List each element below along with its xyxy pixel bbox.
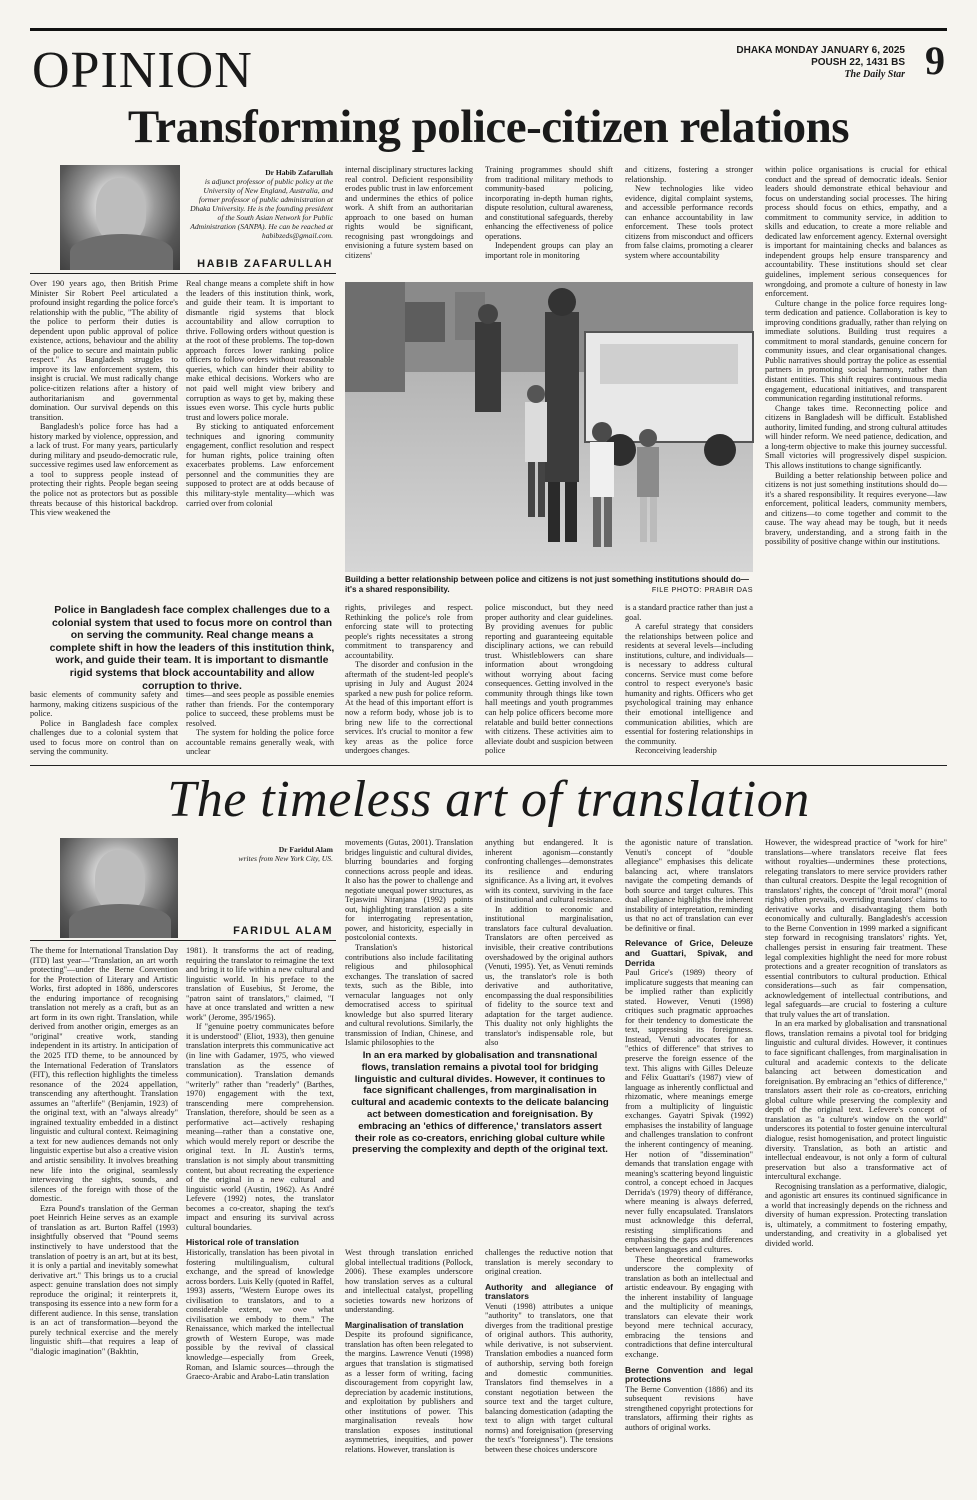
author1-bio: [185, 168, 333, 240]
article1-col3: internal disciplinary structures lacking real control. Deficient responsibility erodes public trust in law enforcement and undermines the ethics of police work. A shift from an authoritarian approach to one based on human rights would be significant, recognising past wrongdoings and envisioning a future system based on citizens': [345, 165, 473, 260]
photo-caption: Building a better relationship between police and citizens is not just something institutions should do—it's a shared responsibility.: [345, 575, 749, 594]
article2-col3: movements (Gutas, 2001). Translation bridges linguistic and cultural divides, blurring boundaries and forging connections across people and ideas. It also has the power to challenge and negotiate unequal power structures, as Tejaswini Niranjana (1992) points out, highlighting translation as a site for interrogating representation, power, and historicity, especially in postcolonial contexts. Translation's historical contributions also include facilitating religious and philosophical exchanges. The translation of sacred texts, such as the Bible, into vernacular languages not only democratised access to spiritual knowledge but also spurred literary and cultural revolutions. Similarly, the transmission of Indian, Chinese, and Islamic philosophies to the: [345, 838, 473, 1048]
article2-byline: FARIDUL ALAM: [233, 925, 333, 937]
article1-col5: and citizens, fostering a stronger relationship. New technologies like video evidence, digital complaint systems, and accessible performance records can enhance accountability in law enforcement. These tools protect citizens from misconduct and officers from false claims, promoting a clearer system where accountability: [625, 165, 753, 260]
subhead-berne-convention: Berne Convention and legal protections: [625, 1364, 753, 1385]
author2-bio-text: writes from New York City, US.: [238, 854, 333, 863]
news-photo-illustration: [345, 282, 753, 572]
author1-bio-text: is adjunct professor of public policy at the University of New England, Australia, and former professor of public administration at Dhaka University. He is the founding president of the South Asian Network for Public Administration (SANPA). He can be reached at habibzeds@gmail.com.: [190, 177, 333, 240]
article1-col4: Training programmes should shift from traditional military methods to community-based policing, incorporating in-depth human rights, dispute resolution, cultural awareness, and constitutional safeguards, thereby enhancing the effectiveness of police operations. Independent groups can play an important role in monitoring: [485, 165, 613, 260]
bangla-date: POUSH 22, 1431 BS: [811, 57, 905, 68]
article2-col5: the agonistic nature of translation. Venuti's concept of "double allegiance" emphasises this delicate balancing act, where translators navigate the competing demands of both source and target cultures. This dual allegiance highlights the inherent instability of interpretation, reminding us that no act of translation can ever be definitive or final. Relevance of Grice, Deleuze and Guattari, Spivak, and Derrida Paul Grice's (1989) theory of implicature suggests that meaning can be implied rather than explicitly stated. However, Venuti (1998) critiques such pragmatic approaches for their tendency to domesticate the text, suppressing its foreignness. Instead, Venuti advocates for an "ethics of difference" that strives to preserve the foreign essence of the text. This aligns with Gilles Deleuze and Félix Guattari's (1987) view of language as inherently conflictual and rhizomatic, where meanings emerge from a multiplicity of linguistic exchanges. Gayatri Spivak (1992) emphasises the instability of language and challenges translation to confront the inherent contingency of meaning. Her notion of "dissemination" demands that translation engage with meaning's scattering beyond linguistic control, a concept echoed in Jacques Derrida's (1979) theory of différance, where meaning is always deferred, never fully encapsulated. Translators must acknowledge this deferral, resisting simplifications and emphasising the gaps and differences between languages and cultures. These theoretical frameworks underscore the complexity of translation as both an intellectual and artistic endeavour. By engaging with the inherent instability of language and the multiplicity of meanings, translators can elevate their work beyond mere technical accuracy, embracing the tensions and contradictions that define intercultural exchange. Berne Convention and legal protections The Berne Convention (1886) and its subsequent revisions have strengthened copyright protections for translators, affirming their rights as authors of original works.: [625, 838, 753, 1432]
article1-pullquote: Police in Bangladesh face complex challenges due to a colonial system that used to focus more on control than on serving the community. Real change means a complete shift in how the leaders of this institution think, work, and guide their team. It is important to dismantle rigid systems that block accountability and allow corruption to thrive.: [49, 604, 335, 692]
article2-col4: anything but endangered. It is inherent agonism—constantly confronting challenges—demonstrates its resilience and enduring significance. As a living art, it evolves with its context, surviving in the face of institutional and cultural resistance. In addition to economic and institutional marginalisation, translators face cultural devaluation. Translators are often perceived as invisible, their creative contributions overshadowed by the original authors (Venuti, 1995). Yet, as Venuti reminds us, the translator's role is both derivative and authoritative, encompassing the dual responsibilities of fidelity to the source text and adaptation for the target audience. This duality not only highlights the translator's indispensable role, but also: [485, 838, 613, 1048]
byline-rule: [30, 273, 336, 274]
article1-byline: HABIB ZAFARULLAH: [197, 258, 333, 270]
article2-lower-col4: challenges the reductive notion that translation is merely secondary to original creation. Authority and allegiance of translators Venuti (1998) attributes a unique "authority" to translators, one that diverges from the traditional prestige of original authors. This authority, while derivative, is not subservient. Translation embodies a nuanced form of authorship, serving both foreign and domestic communities. Translators find themselves in a constant negotiation between the source text and the target culture, balancing domestication (adapting the text to align with target cultural norms) and foreignisation (preserving the text's "foreignness"). The tensions between these choices underscore: [485, 1248, 613, 1454]
masthead: [30, 28, 947, 99]
article2-col2: 1981). It transforms the act of reading, requiring the translator to reimagine the text and bring it to life within a new cultural and linguistic world. In his preface to the translation of Eusebius, St Jerome, the "patron saint of translators," claimed, "I have at once translated and written a new work" (Jerome, 395/1965). If "genuine poetry communicates before it is understood" (Eliot, 1933), then genuine translation interprets this communicative act (in line with Gadamer, 1975, who viewed translation as the essence of communication). Translation demands "writerly" rather than "readerly" (Barthes, 1970) engagement with the text, transcending mere comprehension. Translation, therefore, should be seen as a performative act—actively reshaping meaning—rather than a constative one, which would merely report or describe the original text. In JL Austin's terms, translation is not simply about transmitting content, but about recreating the experience of the original in a new cultural and linguistic world (Austin, 1962). As André Lefevere (1992) notes, the translator becomes a co-creator, shaping the text's impact and ensuring its survival across cultural boundaries. Historical role of translation Historically, translation has been pivotal in fostering multilingualism, cultural exchange, and the spread of knowledge across borders. Luis Kelly (quoted in Raffel, 1993) asserts, "Western Europe owes its civilisation to translators, and to a considerable extent, we owe what civilisation we embody to them." The Renaissance, which marked the intellectual growth of Western Europe, was made possible by the revival of classical knowledge—especially from Greek, Roman, and Islamic sources—through the Graeco-Arabic and Arabo-Latin translation: [186, 946, 334, 1382]
article2-pullquote: In an era marked by globalisation and transnational flows, translation remains a pivotal tool for bridging linguistic and cultural divides. However, it continues to face significant challenges, from marginalisation in cultural and academic contexts to the delicate balancing act between domestication and foreignisation. By embracing an 'ethics of difference,' translators assert their role as co-creators, enriching global culture while preserving the complexity and depth of the original text.: [351, 1050, 609, 1156]
article1-col1: Over 190 years ago, then British Prime Minister Sir Robert Peel articulated a profound insight regarding the police force's relationship with the public, "The ability of the police to perform their duties is dependent upon public approval of police existence, actions, behaviour and the ability of the police to secure and maintain public respect." As Bangladesh struggles to improve its law enforcement system, this insight is crucial. We must radically change police-citizen relations after a history of authoritarianism and governmental domination. Our survival depends on this transition. Bangladesh's police force has had a history marked by violence, oppression, and a lack of trust. For many years, particularly during military and pseudo-democratic rule, successive regimes used law enforcement as a tool to suppress people instead of protecting their rights. People began seeing the police not as protectors but as possible threats because of this historical backdrop. This view weakened the: [30, 279, 178, 518]
article2-col1: The theme for International Translation Day (ITD) last year—"Translation, an art worth protecting"—under the Berne Convention for the Protection of Literary and Artistic Works, first adopted in 1886, underscores the enduring importance of recognising translation not merely as a craft, but as an art form in its own right. Translation, while derived from another origin, emerges as an "original" creative work, standing independent in its artistry. In anticipation of the 2025 ITD theme, to be announced by the International Federation of Translators (FIT), this reflection highlights the timeless resonance of the 2024 appellation, transcending any afterthought. Translation assumes an "afterlife" (Benjamin, 1923) of the original text, with an "always already" ingrained textuality embedded in a distinct linguistic and cultural context. Reimagining a text for new audiences demands not only linguistic expertise but also a creative vision and artistic sensibility. It involves breathing new life into the original, seamlessly interweaving the sights, sounds, and silences of the foreign with those of the domestic. Ezra Pound's translation of the German poet Heinrich Heine serves as an example of translation as art. Burton Raffel (1993) insightfully observed that "Pound seems instinctively to have understood that the translation of poetry is an art, but at its best, it is only a partial and inevitably somewhat derivative art." This brings us to a crucial aspect: genuine translation does not simply reproduce the original; it reinterprets it, transposing its essence into a new form for a different audience. In this sense, translation is an act of transformation—beyond the purely technical exercise and the merely linguistic shift—that requires a leap of "dialogic imagination" (Bakhtin,: [30, 946, 178, 1356]
photo-credit: FILE PHOTO: PRABIR DAS: [651, 585, 753, 594]
author2-bio: [185, 845, 333, 863]
subhead-grice-deleuze: Relevance of Grice, Deleuze and Guattari, Spivak, and Derrida: [625, 938, 753, 968]
article2-lower-col3: West through translation enriched global intellectual traditions (Pollock, 2006). These examples underscore how translation serves as a cultural and intellectual catalyst, propelling societies towards new horizons of understanding. Marginalisation of translation Despite its profound significance, translation has often been relegated to the margins. Lawrence Venuti (1998) argues that translation is stigmatised as a lesser form of writing, facing discouragement from copyright law, depreciation by academic institutions, and exploitation by publishers and other institutions of power. This marginalisation reveals how translation exposes institutional asymmetries, inequities, and power relations. However, translation is: [345, 1248, 473, 1454]
article1-headline: Transforming police-citizen relations: [127, 101, 850, 153]
author2-photo: [60, 838, 178, 938]
article2-headline: The timeless art of translation: [167, 771, 810, 828]
article1-lower-col2: times—and sees people as possible enemies rather than friends. For the contemporary police to succeed, these problems must be resolved. The system for holding the police force accountable remains generally weak, with unclear: [186, 690, 334, 757]
date: DHAKA MONDAY JANUARY 6, 2025: [736, 45, 905, 56]
byline-rule-2: [30, 940, 336, 941]
article1-col6: within police organisations is crucial for ethical conduct and the spread of democratic ideals. Senior leaders should demonstrate ethical behaviour and focus on understanding social processes. The hiring process should focus on ethics, empathy, and a commitment to community service, in addition to skills and education, to create a more reliable and dedicated law enforcement agency. External oversight is important for maintaining checks and balances as independent groups help ensure transparency and accountability. These institutions should set clear guidelines, implement serious consequences for wrongdoing, and promote a culture of honesty in law enforcement. Culture change in the police force requires long-term dedication and patience. Collaboration is key to improving conditions gradually, rather than relying on immediate solutions. Building trust requires a commitment to moral standards, genuine concern for community issues, and clear organisational changes. Public narratives should portray the police as essential partners in promoting social harmony, rather than distant entities. This shift requires continuous media engagement, educational initiatives, and transparent communication regarding institutional reforms. Change takes time. Reconnecting police and citizens in Bangladesh will be difficult. Established authority, limited funding, and strong cultural attitudes will hinder reform. We need patience, dedication, and a long-term objective to make this journey successful. Small victories will progressively dispel suspicion. This allows institutions to change significantly. Building a better relationship between police and citizens is not just something institutions should do—it's a shared responsibility. It requires everyone—law enforcement, political leaders, community members, and citizens—to come together and commit to the cause. The way ahead may be tough, but it needs bravery, understanding, and a strong faith in the possibility of positive change within our institutions.: [765, 165, 947, 547]
article1-lower-col5: is a standard practice rather than just a goal. A careful strategy that considers the relationships between police and residents at several levels—including institutions, culture, and individuals—is necessary to address cultural concerns. Service must come before control to respect everyone's basic humanity and rights. Officers who get psychological training may enhance their emotional intelligence and communication abilities, which are essential for fostering relationships in the community. Reconceiving leadership: [625, 603, 753, 756]
section-title: OPINION: [32, 42, 253, 99]
article1-lower-col1: basic elements of community safety and harmony, making citizens suspicious of the police. Police in Bangladesh face complex challenges due to a colonial system that used to focus more on control than on serving the community.: [30, 690, 178, 757]
newspaper-name: The Daily Star: [844, 69, 905, 80]
news-photo-police-children: [345, 282, 753, 572]
subhead-authority: Authority and allegiance of translators: [485, 1281, 613, 1302]
page-number: 9: [925, 38, 945, 83]
subhead-marginalisation: Marginalisation of translation: [345, 1319, 464, 1330]
article1-lower-col3: rights, privileges and respect. Rethinking the police's role from enforcing state will to protecting people's rights necessitates a strong commitment to transparency and accountability. The disorder and confusion in the aftermath of the student-led people's uprising in July and August 2024 sparked a new push for police reform. At the head of this important effort is now a reform body, whose job is to bring new life to the correctional services. It's crucial to monitor a few key areas as the police force undergoes changes.: [345, 603, 473, 756]
author1-bio-name: Dr Habib Zafarullah: [265, 168, 333, 177]
article2-col6: However, the widespread practice of "work for hire" translations—where translators receive flat fees without royalties—undermines these protections, relegating translators to mere service providers rather than cultural creators. Despite the legal recognition of translators' rights, the concept of "droit moral" (moral rights) often prevails, overriding translators' claims to derivative works and disadvantaging them both economically and culturally. Bangladesh's accession to the Berne Convention in 1999 marked a significant step forward in recognising translators' rights. Yet, challenges persist in ensuring fair treatment. These legal complexities highlight the need for more robust protections and a greater recognition of translators as essential contributors to cultural production. Ethical considerations—such as fair compensation, acknowledgement of intellectual contributions, and legal safeguards—are crucial to fostering a culture that truly values the art of translation. In an era marked by globalisation and transnational flows, translation remains a pivotal tool for bridging linguistic and cultural divides. However, it continues to face significant challenges, from marginalisation in cultural and academic contexts to the delicate balancing act between domestication and foreignisation. By embracing an "ethics of difference," translators assert their role as co-creators, enriching global culture while preserving the complexity and depth of the original text. Lefevere's concept of translation as "a culture's window on the world" underscores its potential to foster genuine intercultural dialogue, resist homogenisation, and protect linguistic diversity. Translation, as both an artistic and intellectual endeavour, is not only a form of cultural preservation but also a transformative act of intercultural exchange. Recognising translation as a performative, dialogic, and agonistic art ensures its continued significance in a world that increasingly depends on the richness and diversity of human expression. Protecting translation is, ultimately, a commitment to fostering empathy, understanding, and creativity in a globalised yet divided world.: [765, 838, 947, 1248]
dateline: [736, 45, 905, 81]
author2-bio-name: Dr Faridul Alam: [278, 845, 333, 854]
subhead-historical-role: Historical role of translation: [186, 1237, 299, 1248]
article1-col2: Real change means a complete shift in how the leaders of this institution think, work, and guide their team. It is important to dismantle rigid systems that block accountability and allow corruption to thrive. Following orders without question is at the root of these problems. The top-down approach forces lower ranking police officers to follow orders without reasonable queries, which can hinder their ability to make ethical decisions. Workers who are not paid well might view bribery and corruption as ways to get by, making these issues even worse. This cycle hurts public trust and lowers police morale. By sticking to antiquated enforcement techniques and ignoring community engagement, conflict resolution and respect for human rights, police training often exacerbates problems. Law enforcement personnel and the communities they are supposed to protect are at odds because of this military-style mentality—which was carried over from colonial: [186, 279, 334, 508]
section-divider: [30, 765, 947, 766]
author1-photo: [60, 165, 180, 270]
article1-lower-col4: police misconduct, but they need proper authority and clear guidelines. By providing avenues for public reporting and guaranteeing equitable disciplinary actions, we can rebuild trust. Whistleblowers can share information about wrongdoing without worrying about facing consequences. Getting involved in the community through things like town hall meetings and youth programmes can help police officers become more relatable and build better connections with citizens. These activities aim to alleviate doubt and suspicion between police: [485, 603, 613, 756]
